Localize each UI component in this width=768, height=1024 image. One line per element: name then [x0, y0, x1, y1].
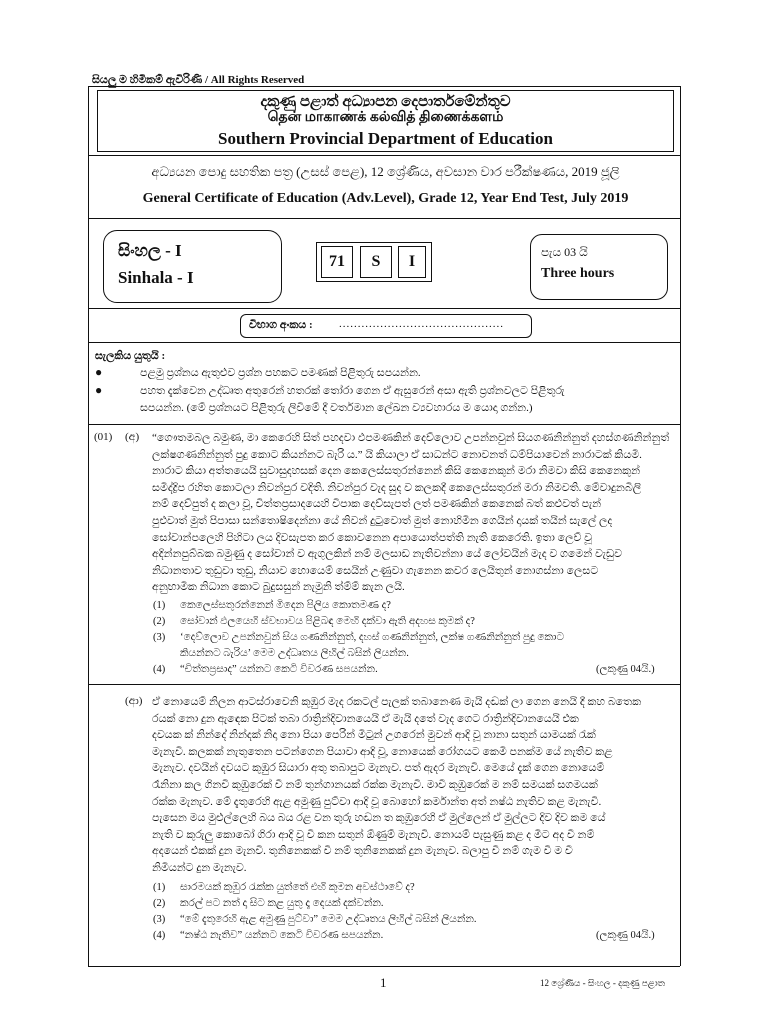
sub-question-number: (4)	[153, 664, 166, 675]
sub-question-text: “නෂ්ඨ නැතිව” යන්නට කෙටි විවරණ සපයන්න.	[180, 930, 384, 941]
sub-question-text: “මේ දැතුරෙහි ඇළ අමුණු පුට්වා” මෙම උද්ධෘතය ලිහිල් බසින් ලියන්න.	[180, 914, 477, 925]
passage-line: අනුභාමික නිධාන කොට බුදුසසුන් නැමුනි ත්ම්ම් කැන ලයි.	[152, 581, 405, 594]
instruction-2-line-1: පහත දැක්වෙන උද්ධෘත අතුරෙන් හතරක් තෝරා ගෙන ඒ ඇසුරෙන් අසා ඇති ප්‍රශ්නවලට පිළිතුරු	[140, 385, 565, 397]
index-number-label: විභාග අංකය :	[249, 319, 313, 331]
passage-line: නිමියන්ට දුන මැනැව.	[152, 861, 247, 874]
department-header	[97, 90, 674, 152]
sub-question-text: කෙලෙස්සතුරන්නෙන් මිදෙන පිලිය කොතමණ ද?	[180, 600, 391, 611]
footer-label: 12 ශ්‍රේණිය - සිංහල - දකුණු පළාත	[540, 978, 665, 988]
bullet-icon: ●	[95, 383, 103, 397]
subject-divider	[88, 308, 680, 309]
paper-code-medium: S	[360, 246, 392, 278]
duration-english: Three hours	[541, 266, 615, 281]
department-tamil: தென் மாகாணக் கல்வித் திணைக்களம்	[267, 110, 504, 125]
instructions-title: සැලකිය යුතුයි :	[95, 350, 166, 362]
passage-line: දවයක ක් නින්දේ නින්දක් නිදා නො පියා පෙරින් මිටුන් උගරෙන් මුවන් ආදි වූ නානා සතුන් යාමයක් රැක්	[152, 729, 596, 742]
marks-label: (ලකුණු 04යි.)	[596, 664, 655, 675]
top-rule	[88, 86, 680, 87]
header-divider	[88, 155, 680, 156]
passage-line: “ගෞතමබල බමුණ, මා කෙරෙහි සිත් පහදවා ඵපමණකින් දෙව්ලොව උපන්නවුන් සියගණනින්නුත් දහස්ගණනින්නුත්	[152, 432, 670, 444]
passage-line: සෝවාන්පලෙහි පිහිටා ලය දිවසැපත කර කොවනෙන අපායොත්පත්ති නැති කෙරෙති. ඉතා ලෙව් වූ	[152, 531, 593, 544]
duration-box	[530, 234, 668, 300]
subject-box	[103, 230, 282, 303]
sub-question-text: ‘දෙව්ලොව උපන්නවුන් සිය ගණනින්නුත්, දහස් ගණනින්නුත්, ලක්ෂ ගණනින්නුත් පුදු කොට	[180, 632, 565, 643]
exam-divider	[88, 218, 680, 219]
passage-line: නම් දෙව්පුත් ද කලා වූ, චිත්තප්‍රසාදයෙහි විපාක දෙව්සැපත් ලත් පමණකින් කෙනෙක් බත් කළුවත් පැන්	[152, 498, 602, 511]
passage-line: ඒ නොයෙම් නිලන ආටස්රාවෙනි කුඹුර මැද රකටල් පැලක් තබානෙණ මැයි දඬක් ලා ගෙන නෙයි දී කහ බතෙක	[152, 696, 642, 708]
sub-question-number: (2)	[153, 616, 166, 627]
page-number: 1	[380, 975, 387, 990]
passage-line: පුළුවාත් මුත් පිපාසා සන්තොෂිදෙන්නා යේ නිවන් දුටුවොත් මුත් නොහිමින ගෙයින් දායක් තයින් සැලේ ලද	[152, 514, 613, 527]
passage-line: මැනැව. දවයින් දවයට කුඹුර සියාරා අතු තබාපුට මැනැව. පත් ඇදර මැනැවි. මෙයේ දැක් ගෙන නොයෙම්	[152, 762, 605, 775]
sub-question-number: (3)	[153, 914, 166, 925]
passage-line: මැනැවි. කලකක් නැතුතෙන පටන්ගෙන පියාවා ආදි වූ, නොයෙක් රෝගයට කෙමි පනක්ම යේ නැතිව කළ	[152, 745, 613, 758]
instruction-1: පළමු ප්‍රශ්නය ඇතුළුව ප්‍රශ්න පහකට පමණක් පිළිතුරු සපයන්න.	[140, 367, 421, 379]
sub-question-text: “චිත්තප්‍රසාද” යන්නට කෙටි විවරණ සපයන්න.	[180, 664, 378, 675]
sub-question-number: (4)	[153, 930, 166, 941]
part-b-label: (ආ)	[125, 695, 143, 707]
duration-sinhala: පැය 03 යි	[541, 245, 588, 259]
passage-line: නිධානතාව තුඩුවා තුඩු, නියාව හොයෙම් සෙයින් උණුවා ගැනෙන කවර ලෙයිතුන් නොගස්නා ලෙසට	[152, 564, 599, 577]
sub-question-text: සාරමයක් කුඹුර රැක්ක යුත්තේ එහි කුමන අවස්ථාවේ ද?	[180, 882, 415, 893]
index-number-box	[240, 314, 532, 338]
sub-question-number: (3)	[153, 632, 166, 643]
sub-question-number: (2)	[153, 898, 166, 909]
department-english: Southern Provincial Department of Education	[218, 129, 553, 148]
sub-question-number: (1)	[153, 600, 166, 611]
part-a-passage	[152, 430, 672, 596]
passage-line: රක්ක මැනැව. මේ දැතුරෙහි ඇළ අමුණු පුට්වා ආදි වූ බොහෝ කර්මාන්ත අත් නෂ්ඨ නැතිව කළ මැනැවි.	[152, 795, 602, 808]
part-a-label: (අ)	[125, 431, 140, 443]
part-b-passage	[152, 694, 672, 877]
sub-question-number: (1)	[153, 882, 166, 893]
passage-line: ලක්ෂගණනින්නුත් පුදු කොට කියන්නට බැරි ය.” යි කියාලා ඒ සාධන්ට නොවනත් ධම්පියාවෙන් නාරාටක් කියමී.	[152, 448, 642, 461]
passage-line: නාරාට කියා අත්තයෙයි සුවාසුදහසක් දෙන කෙලෙස්සතුරන්නෙන් කිසි කෙනෙකුන් මරා නිමවා කිසි කෙනෙකුන්	[152, 465, 641, 478]
paper-code-part: I	[398, 246, 426, 278]
passage-line: නැති ව කුරුලු කොබෝ ගිරා ආදි වූ වී කන සතුන් ඕණුම් මැනැවි. නොයම් පැසුණු කළ ද මිට අද වී නම්	[152, 828, 595, 841]
sub-question-text: කියන්නට බැරිය’ මෙම උද්ධෘතය ලිහිල් බසින් ලියන්න.	[180, 648, 409, 659]
index-divider	[88, 342, 680, 343]
right-border	[680, 86, 681, 966]
sub-question-text: සෝවාන් ඵලයෙහි ස්වභාවය පිළිබඳ මෙහි දක්වා ඇති අදහස කුමක් ද?	[180, 616, 475, 627]
index-number-blank: ............................................	[339, 318, 504, 330]
marks-label: (ලකුණු 04යි.)	[596, 930, 655, 941]
sub-question-text: කරල් පට නත් දා සිට කළ යුතු දෑ දෙයක් දක්වන්න.	[180, 898, 384, 909]
passage-line: රයක් නො දුන ඇඳෙක පිටක් තබා රාත්‍රින්දිවානයෙයි ඒ මැයි දතේ වැද ගෙට රාත්‍රින්දිවානයෙයි එක	[152, 712, 579, 725]
exam-title-english: General Certificate of Education (Adv.Level), Grade 12, Year End Test, July 2019	[142, 191, 629, 206]
part-a-divider	[88, 684, 680, 685]
instruction-2-line-2: සපයන්න. (මේ ප්‍රශ්නයට පිළිතුරු ලිවීමේ දී වර්තමාන ලේඛන ව්‍යවහාරය ම යොදා ගන්න.)	[140, 402, 533, 414]
exam-title-sinhala: අධ්‍යයන පොදු සහතික පත්‍ර (උසස් පෙළ), 12 ශ්‍රේණිය, අවසාන වාර පරීක්ෂණය, 2019 ජූලි	[151, 164, 620, 179]
passage-line: අදයෙන් එකක් දුන මැනවි. තුනිනෙකක් වී නම් තුනිනෙකක් දුන මැනැව. බලාපු වී නම් ගැම වී ම වී	[152, 845, 573, 858]
bullet-icon: ●	[95, 365, 103, 379]
passage-line: රෑනිනා කල ගිනවි කුඹුරෙක් වී නම් තුන්ගානයක් රක්ක මැනැවි. මාවී කුඹුරෙක් ම නම් සමයක් සගමයක්	[152, 778, 598, 791]
question-number: (01)	[94, 431, 113, 443]
passage-line: පැසෙන මය මුළුල්ලෙහි බය බය රළ වන තුරු හඬන ත කුඹුරෙහි ඒ මුල්ලෙන් ඒ මුල්ලට දිව දිව කම යේ	[152, 812, 606, 825]
subject-sinhala: සිංහල - I	[118, 241, 182, 260]
bottom-rule	[88, 966, 680, 967]
passage-line: අදින්නපුබ්බක බමුණු ද සෝවාන් ව ඇගුලකින් නම් මලසාඩ නැතිවන්නා යේ ලෝවයින් මැද ව ගමෙන් වැඩුව	[152, 548, 623, 561]
copyright-notice: සියලු ම හිමිකම් ඇවිරිණි / All Rights Reserved	[92, 74, 305, 86]
subject-english: Sinhala - I	[118, 268, 194, 287]
passage-line: සමිද්ද්‍රිප රහිත කොටලා නිවන්පුර වදිති. නිවන්පුර වැද සුද ව කලකදී කෙලෙස්සතුරන් මරා නිමවති. මේවාදුනබිලි	[152, 481, 642, 494]
department-sinhala: දකුණු පළාත් අධ්‍යාපන දෙපාර්තමේන්තුව	[260, 94, 511, 110]
paper-code-subject: 71	[321, 246, 353, 278]
instructions-divider	[88, 424, 680, 425]
